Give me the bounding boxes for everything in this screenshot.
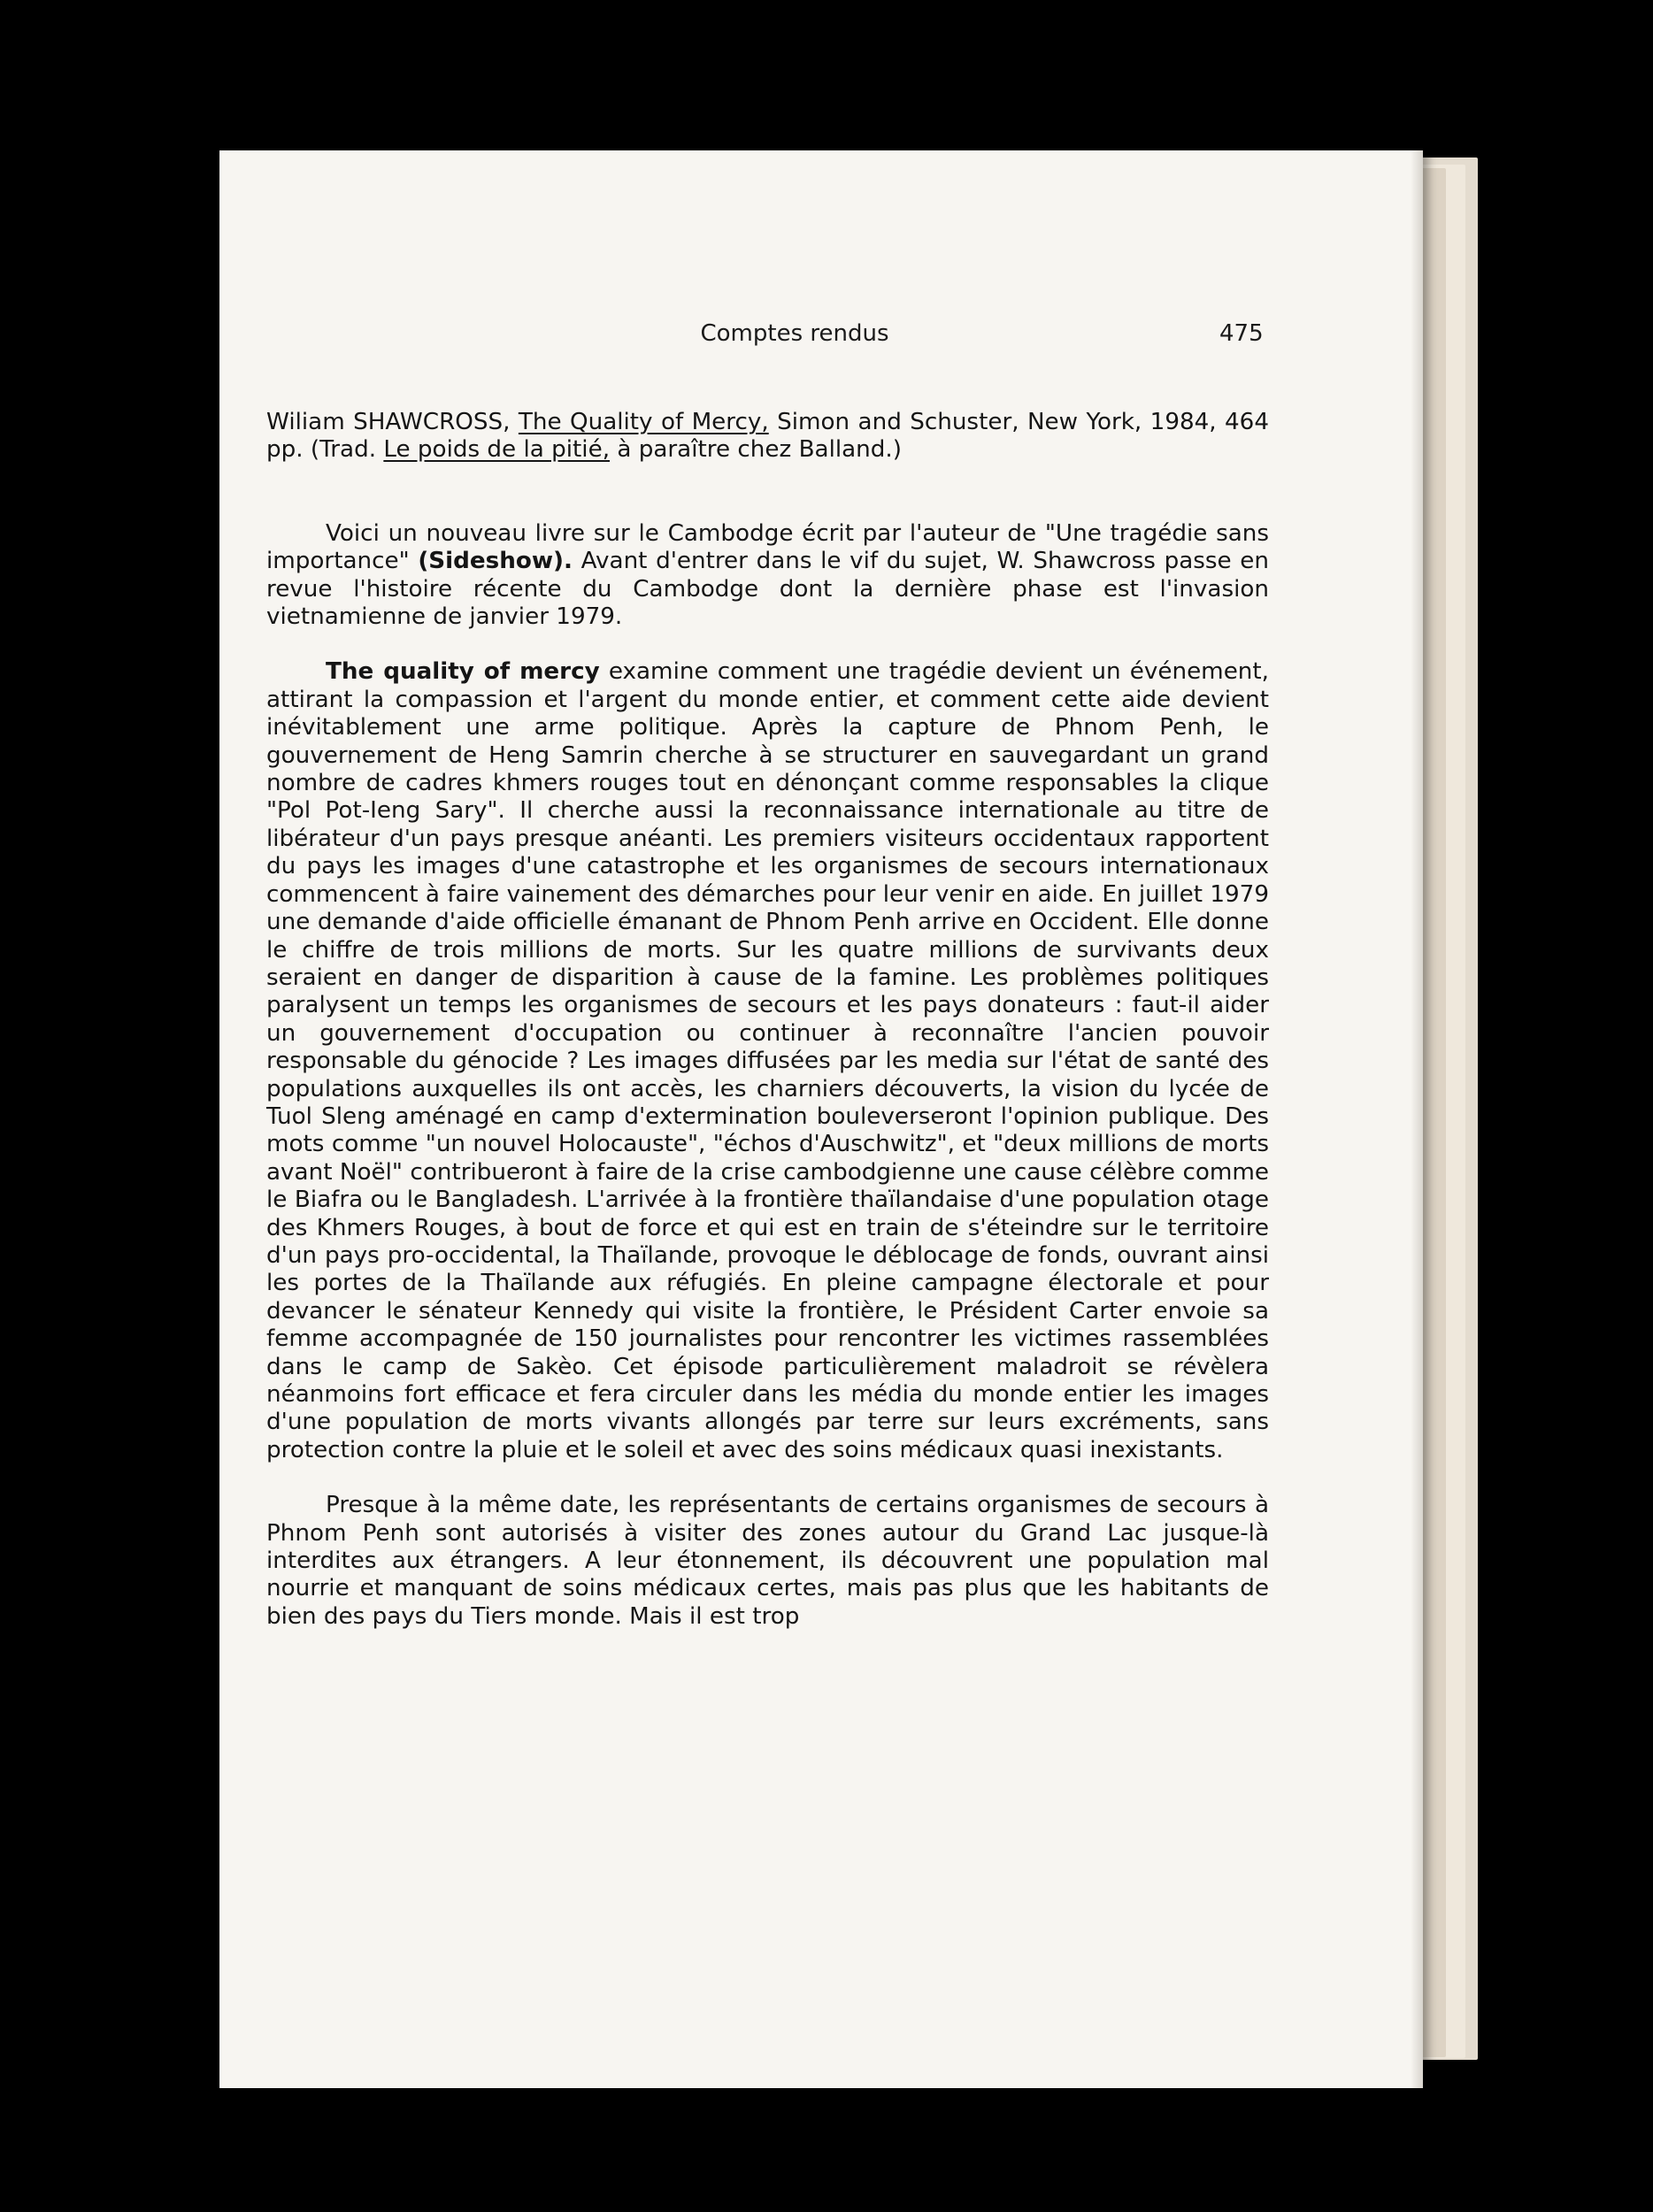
paragraph-intro-lead: Voici un nouveau livre sur le Cambodge écrit par l'auteur de "Une tragédie sans importance" xyxy=(266,519,1269,575)
citation-author: Wiliam SHAWCROSS, xyxy=(266,409,511,435)
paragraph-intro-rest: Avant d'entrer dans le vif du sujet, W. Shawcross passe en revue l'histoire récente du Cambodge dont la dernière phase est l'invasion vietnamienne de janvier 1979. xyxy=(266,548,1270,631)
running-title: Comptes rendus xyxy=(700,320,889,347)
paragraph-main-bold: The quality of mercy xyxy=(326,658,600,686)
citation-translated-title: Le poids de la pitié, xyxy=(383,436,611,464)
paragraph-intro-bold: (Sideshow). xyxy=(418,548,573,575)
book-page xyxy=(219,150,1423,2088)
paragraph-closing xyxy=(266,1492,1269,1631)
paragraph-intro xyxy=(266,520,1269,632)
citation-note: à paraître chez Balland.) xyxy=(617,436,902,464)
paragraph-main xyxy=(266,658,1269,1464)
paragraph-main-rest: examine comment une tragédie devient un événement, attirant la compassion et l'argent du monde entier, et comment cette aide devient inévitablement une arme politique. Après la capture de Phnom Penh, le gouvernement de Heng Samrin cherche à se structurer en sauvegardant un grand nombre de cadres khmers rouges tout en dénonçant comme responsables la clique "Pol Pot-Ieng Sary". Il cherche aussi la reconnaissance internationale au titre de libérateur d'un pays presque anéanti. Les premiers visiteurs occidentaux rapportent du pays les images d'une catastrophe et les organismes de secours internationaux commencent à faire vainement des démarches pour leur venir en aide. En juillet 1979 une demande d'aide officielle émanant de Phnom Penh arrive en Occident. Elle donne le chiffre de trois millions de morts. Sur les quatre millions de survivants deux seraient en danger de disparition à cause de la famine. Les problèmes politiques paralysent un temps les organismes de secours et les pays donateurs : faut-il aider un gouvernement d'occupation ou continuer à reconnaître l'ancien pouvoir responsable du génocide ? Les images diffusées par les media sur l'état de santé des populations auxquelles ils ont accès, les charniers découverts, la vision du lycée de Tuol Sleng aménagé en camp d'extermination bouleverseront l'opinion publique. Des mots comme "un nouvel Holocauste", "échos d'Auschwitz", et "deux millions de morts avant Noël" contribueront à faire de la crise cambodgienne une cause célèbre comme le Biafra ou le Bangladesh. L'arrivée à la frontière thaïlandaise d'une population otage des Khmers Rouges, à bout de force et qui est en train de s'éteindre sur le territoire d'un pays pro-occidental, la Thaïlande, provoque le déblocage de fonds, ouvrant ainsi les portes de la Thaïlande aux réfugiés. En pleine campagne électorale et pour devancer le sénateur Kennedy qui visite la frontière, le Président Carter envoie sa femme accompagnée de 150 journalistes pour rencontrer les victimes rassemblées dans le camp de Sakèo. Cet épisode particulièrement maladroit se révèlera néanmoins fort efficace et fera circuler dans les média du monde entier les images d'une population de morts vivants allongés par terre sur leurs excréments, sans protection contre la pluie et le soleil et avec des soins médicaux quasi inexistants. xyxy=(266,658,1269,1463)
review-text xyxy=(266,409,1269,1631)
citation-publisher: Simon and Schuster, New York, 1984, 464 pp. (Trad. xyxy=(266,409,1270,464)
page-edge-shadow xyxy=(1411,150,1423,2088)
book-citation xyxy=(266,409,1269,465)
page-number: 475 xyxy=(1219,320,1264,347)
citation-title: The Quality of Mercy, xyxy=(518,409,769,435)
paragraph-closing-text: Presque à la même date, les représentants de certains organismes de secours à Phnom Penh sont autorisés à visiter des zones autour du Grand Lac jusque-là interdites aux étrangers. A leur étonnement, ils découvrent une population mal nourrie et manquant de soins médicaux certes, mais pas plus que les habitants de bien des pays du Tiers monde. Mais il est trop xyxy=(266,1492,1269,1630)
